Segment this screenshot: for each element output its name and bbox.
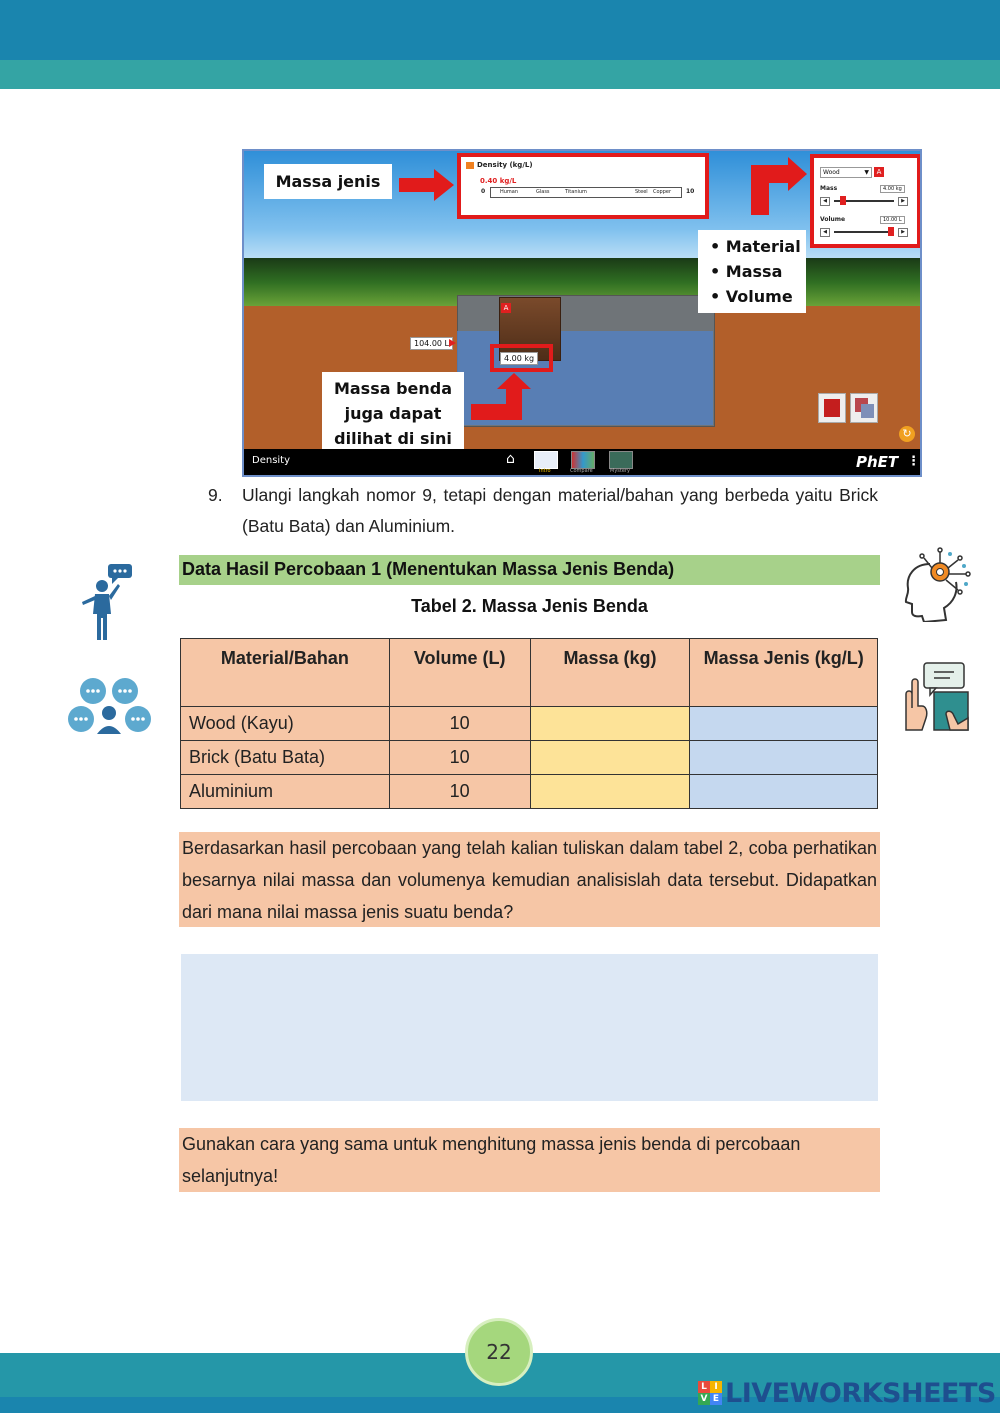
liveworksheets-logo-icon (698, 1381, 722, 1405)
material-select-value: Wood (823, 169, 840, 176)
discussion-group-icon (68, 676, 152, 736)
arrow-right-icon (788, 157, 807, 191)
logo-letter: E (710, 1393, 722, 1405)
arrow-up-icon (497, 373, 531, 389)
callout-list-item: • Massa (710, 262, 783, 281)
increment-icon[interactable]: ▶ (898, 197, 908, 206)
header-band-top (0, 0, 1000, 60)
volume-cell: 10 (389, 741, 530, 775)
mass-input-cell[interactable] (530, 707, 690, 741)
nav-tab-label: Mystery (610, 468, 630, 474)
material-tag: A (874, 167, 884, 177)
scale-label: Copper (653, 189, 672, 195)
presenter-icon (74, 562, 136, 642)
increment-icon[interactable]: ▶ (898, 228, 908, 237)
page-number: 22 (465, 1318, 533, 1386)
column-header: Massa Jenis (kg/L) (690, 639, 878, 707)
scale-label: Human (500, 189, 519, 195)
arrow-shaft (751, 165, 789, 183)
menu-icon[interactable]: ⋮ (907, 454, 920, 469)
nav-tab-label: Intro (539, 468, 551, 474)
density-value: 0.40 kg/L (480, 177, 517, 185)
sim-title: Density (252, 455, 291, 466)
arrow-right-icon (434, 169, 454, 201)
step-number: 9. (208, 485, 223, 505)
column-header: Material/Bahan (181, 639, 390, 707)
table-row (181, 707, 878, 741)
volume-cell: 10 (389, 707, 530, 741)
logo-letter: I (710, 1381, 722, 1393)
decrement-icon[interactable]: ◀ (820, 197, 830, 206)
liveworksheets-brand (698, 1376, 996, 1410)
collapse-icon[interactable] (466, 162, 474, 169)
header-band-bottom (0, 60, 1000, 89)
two-blocks-button[interactable] (850, 393, 878, 423)
mass-value: 4.00 kg (880, 185, 905, 193)
mass-readout-highlight (490, 344, 553, 372)
block-icon (824, 399, 840, 417)
single-block-button[interactable] (818, 393, 846, 423)
density-input-cell[interactable] (690, 741, 878, 775)
reset-icon[interactable]: ↻ (899, 426, 915, 442)
logo-letter: L (698, 1381, 710, 1393)
pool-volume-readout: 104.00 L (410, 337, 453, 350)
column-header: Volume (L) (389, 639, 530, 707)
block-icon (861, 404, 874, 418)
pool-volume-marker-icon (449, 339, 456, 347)
density-input-cell[interactable] (690, 707, 878, 741)
scale-label: Steel (635, 189, 648, 195)
density-title: Density (kg/L) (477, 161, 533, 169)
scale-min: 0 (481, 188, 486, 195)
callout-list-item: • Volume (710, 287, 793, 306)
section-heading: Data Hasil Percobaan 1 (Menentukan Massa Jenis Benda) (179, 555, 880, 585)
callout-line: Massa benda (333, 379, 453, 398)
arrow-shaft (471, 404, 506, 420)
hand-raise-speech-icon (900, 660, 972, 734)
scale-label: Titanium (565, 189, 587, 195)
home-icon[interactable]: ⌂ (506, 451, 515, 467)
material-cell: Aluminium (181, 775, 390, 809)
callout-list-text: Massa (725, 262, 783, 281)
nav-tab-intro[interactable] (534, 451, 558, 469)
material-panel-highlight (810, 154, 921, 248)
callout-massa-benda (322, 372, 464, 454)
simulation-screenshot (242, 149, 922, 477)
nav-tab-label: Compare (570, 468, 593, 474)
table-header-row (181, 639, 878, 707)
decrement-icon[interactable]: ◀ (820, 228, 830, 237)
material-select[interactable] (820, 167, 872, 178)
callout-massa-jenis: Massa jenis (264, 164, 392, 199)
volume-value: 10.00 L (880, 216, 905, 224)
block-mass-readout: 4.00 kg (500, 352, 538, 365)
callout-list-text: Volume (725, 287, 793, 306)
nav-tab-mystery[interactable] (609, 451, 633, 469)
analysis-question: Berdasarkan hasil percobaan yang telah kalian tuliskan dalam tabel 2, coba perhatikan besarnya nilai massa dan volumenya kemudian analisislah data tersebut. Didapatkan dari mana nilai massa jenis suatu benda? (179, 832, 880, 927)
step-text: Ulangi langkah nomor 9, tetapi dengan material/bahan yang berbeda yaitu Brick (Batu Bata) dan Aluminium. (242, 485, 878, 536)
mass-input-cell[interactable] (530, 741, 690, 775)
liveworksheets-wordmark: LIVEWORKSHEETS (725, 1377, 996, 1409)
callout-properties-list (698, 230, 806, 313)
volume-cell: 10 (389, 775, 530, 809)
step-instruction (208, 480, 878, 542)
mass-input-cell[interactable] (530, 775, 690, 809)
material-cell: Brick (Batu Bata) (181, 741, 390, 775)
table-caption: Tabel 2. Massa Jenis Benda (411, 596, 648, 616)
callout-line: dilihat di sini (334, 429, 452, 448)
scale-max: 10 (686, 188, 695, 195)
density-scale (490, 187, 682, 198)
nav-tab-compare[interactable] (571, 451, 595, 469)
answer-input[interactable] (181, 954, 878, 1101)
table-row (181, 741, 878, 775)
chevron-down-icon: ▼ (864, 169, 869, 176)
mass-label: Mass (820, 185, 838, 192)
material-cell: Wood (Kayu) (181, 707, 390, 741)
thinking-head-gear-icon (900, 546, 974, 622)
table-row (181, 775, 878, 809)
callout-line: juga dapat (344, 404, 442, 423)
logo-letter: V (698, 1393, 710, 1405)
arrow-shaft (506, 387, 522, 420)
volume-label: Volume (820, 216, 846, 223)
density-table (180, 638, 878, 809)
arrow-shaft (399, 178, 435, 192)
volume-slider-thumb[interactable] (888, 227, 894, 236)
mass-slider-thumb[interactable] (840, 196, 846, 205)
scale-label: Glass (536, 189, 550, 195)
callout-list-text: Material (725, 237, 801, 256)
density-input-cell[interactable] (690, 775, 878, 809)
phet-logo: PhET (856, 453, 899, 471)
callout-list-item: • Material (710, 237, 801, 256)
column-header: Massa (kg) (530, 639, 690, 707)
block-tag: A (501, 303, 511, 313)
volume-slider-track[interactable] (834, 231, 894, 233)
density-panel-highlight (457, 153, 709, 219)
instruction-note: Gunakan cara yang sama untuk menghitung massa jenis benda di percobaan selanjutnya! (179, 1128, 880, 1192)
